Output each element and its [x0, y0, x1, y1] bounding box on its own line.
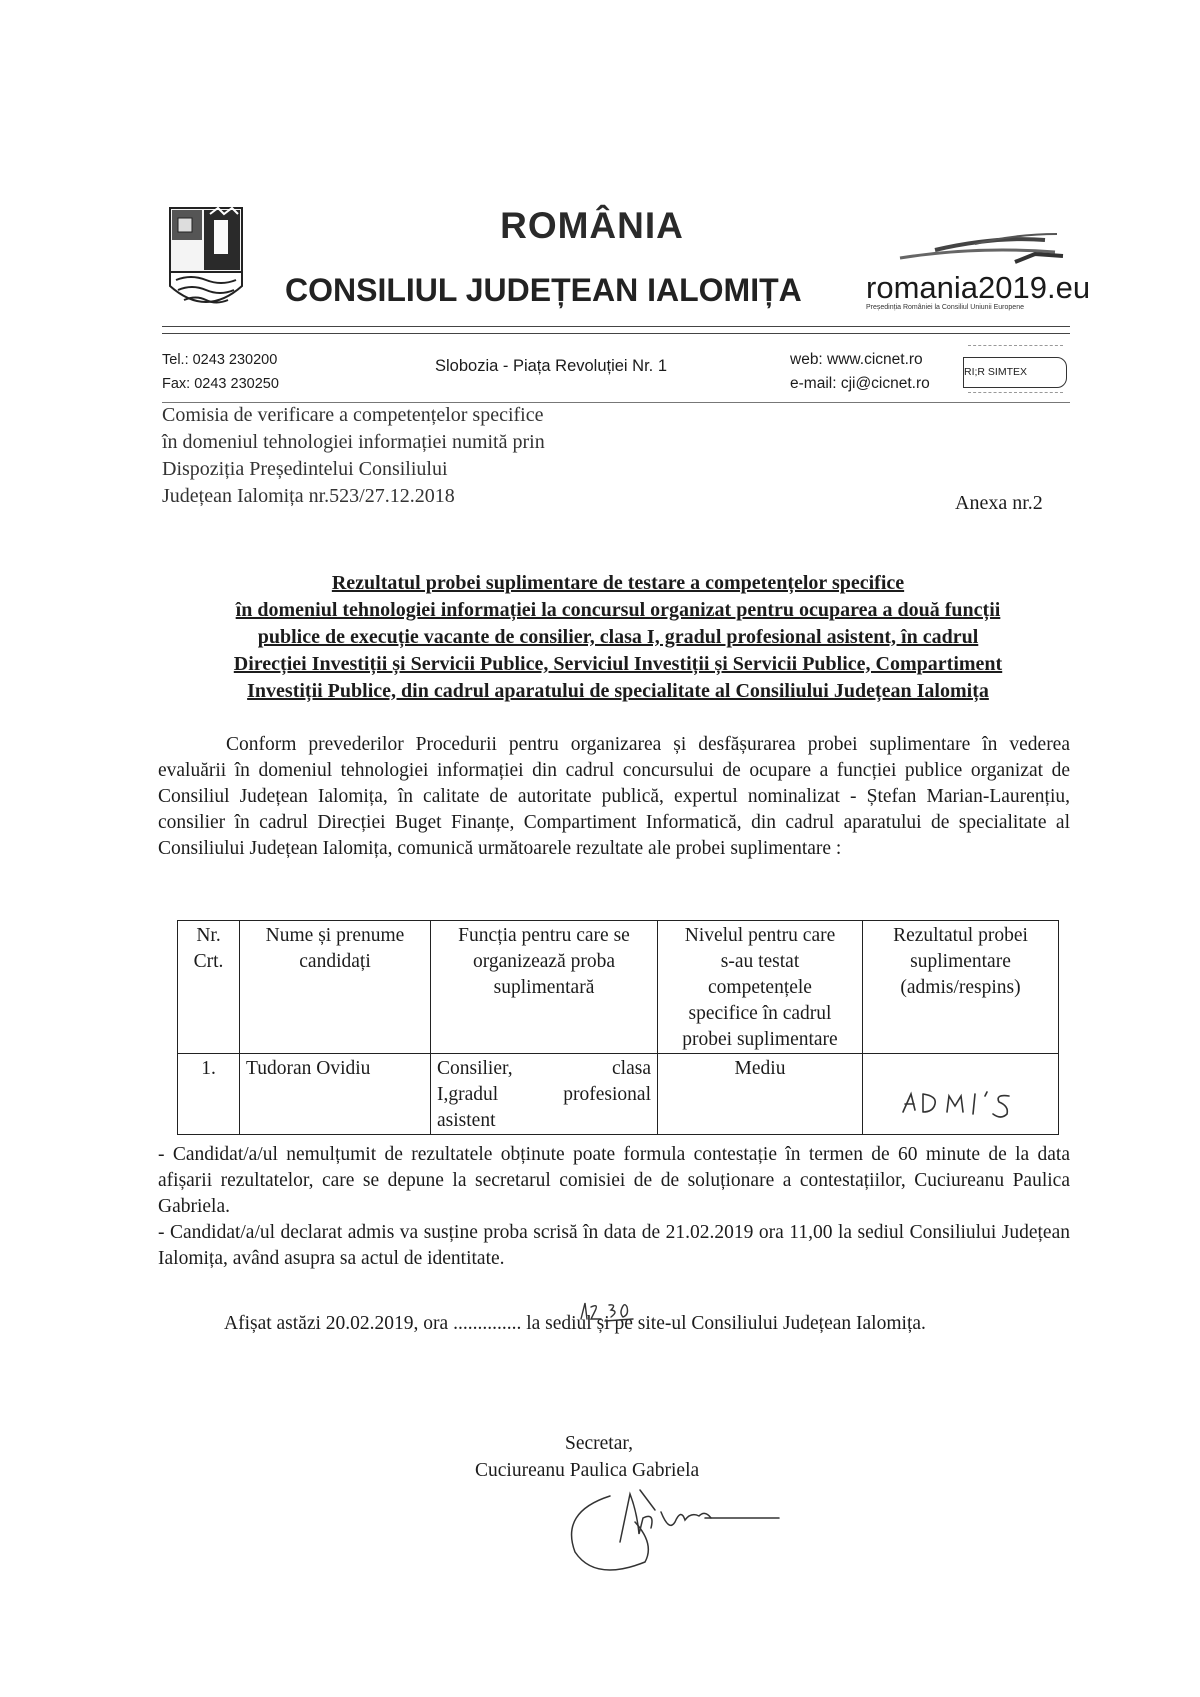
handwritten-time [575, 1299, 635, 1323]
cert-decor-line [968, 392, 1063, 396]
commission-line: Dispoziția Președintelui Consiliului [162, 458, 448, 480]
council-title: CONSILIUL JUDEȚEAN IALOMIȚA [285, 272, 802, 308]
header-nr: Nr. Crt. [178, 921, 240, 1054]
document-title [162, 570, 1074, 705]
address: Slobozia - Piața Revoluției Nr. 1 [435, 357, 668, 375]
annex-label: Anexa nr.2 [955, 492, 1043, 514]
title-line: Rezultatul probei suplimentare de testare a competențelor specifice [331, 572, 905, 594]
country-title: ROMÂNIA [500, 205, 684, 246]
cell-nr: 1. [178, 1054, 240, 1135]
header-rule-top [162, 326, 1070, 327]
handwritten-admis [897, 1084, 1047, 1130]
contact-web [790, 348, 930, 396]
header-name: Nume și prenume candidați [240, 921, 431, 1054]
posted-time-dots: .............. [453, 1313, 522, 1334]
title-line: publice de execuție vacante de consilier, clasa I, gradul profesional asistent, în cadrul [257, 626, 979, 648]
contact-phone [162, 348, 279, 396]
email: e-mail: cji@cicnet.ro [790, 375, 930, 392]
title-line: în domeniul tehnologiei informației la concursul organizat pentru ocuparea a două funcții [235, 599, 1001, 621]
certification-logo: RI;R SIMTEX [963, 357, 1067, 388]
secretary-role: Secretar, [565, 1433, 633, 1454]
intro-paragraph [158, 732, 1070, 862]
cert-decor-line [968, 345, 1063, 349]
cell-name: Tudoran Ovidiu [240, 1054, 431, 1135]
intro-text: Conform prevederilor Procedurii pentru organizarea și desfășurarea probei suplimentare în vederea evaluării în domeniul tehnologiei informației din cadrul concursului de ocupare a funcției publice organizat de Consiliul Județean Ialomița, în calitate de autoritate publică, expertul nominalizat - Ștefan Marian-Laurențiu, consilier în cadrul Direcției Buget Finanțe, Compartiment Informatică, din cadrul aparatului de specialitate al Consiliului Județean Ialomița, comunică următoarele rezultate ale probei suplimentare : [158, 734, 1070, 859]
header-result: Rezultatul probei suplimentare (admis/respins) [863, 921, 1059, 1054]
website: web: www.cicnet.ro [790, 351, 923, 368]
brand-subtitle: Președinția României la Consiliul Uniunii Europene [866, 304, 1024, 311]
secretary-name: Cuciureanu Paulica Gabriela [475, 1460, 700, 1481]
header-level: Nivelul pentru care s-au testat competențele specifice în cadrul probei suplimentare [658, 921, 863, 1054]
handwritten-signature [565, 1482, 780, 1587]
notes [158, 1142, 1070, 1272]
posted-statement: Afișat astăzi 20.02.2019, ora .............. la sediul și pe site-ul Consiliului Județean Ialomița. [224, 1313, 926, 1334]
romania2019-swoosh-icon [895, 232, 1065, 272]
title-line: Investiții Publice, din cadrul aparatului de specialitate al Consiliului Județean Ialomița [247, 680, 989, 702]
commission-line: Comisia de verificare a competențelor specifice [162, 404, 544, 426]
county-crest-icon [166, 206, 246, 318]
title-line: Direcției Investiții și Servicii Publice, Serviciul Investiții și Servicii Publice, Compartiment [233, 653, 1003, 675]
brand-romania2019: romania2019.eu [866, 270, 1091, 305]
header-function: Funcția pentru care se organizează proba suplimentară [431, 921, 658, 1054]
header-rule-double [162, 333, 1070, 334]
commission-block [162, 402, 582, 510]
telephone: Tel.: 0243 230200 [162, 352, 278, 368]
cell-function: Consilier, clasa I,gradul profesional asistent [431, 1054, 658, 1135]
fax: Fax: 0243 230250 [162, 376, 279, 392]
commission-line: Județean Ialomița nr.523/27.12.2018 [162, 485, 455, 507]
note-written-test: - Candidat/a/ul declarat admis va susține proba scrisă în data de 21.02.2019 ora 11,00 la sediul Consiliului Județean Ialomița, având asupra sa actul de identitate. [158, 1222, 1070, 1269]
note-contestation: - Candidat/a/ul nemulțumit de rezultatele obținute poate formula contestație în termen de 60 minute de la data afișarii rezultatelor, care se depune la secretarul comisiei de de soluționare a contestațiilor, Cuciureanu Paulica Gabriela. [158, 1144, 1070, 1217]
commission-line: în domeniul tehnologiei informației numită prin [162, 431, 545, 453]
table-header-row [178, 921, 1059, 1054]
cell-level: Mediu [658, 1054, 863, 1135]
